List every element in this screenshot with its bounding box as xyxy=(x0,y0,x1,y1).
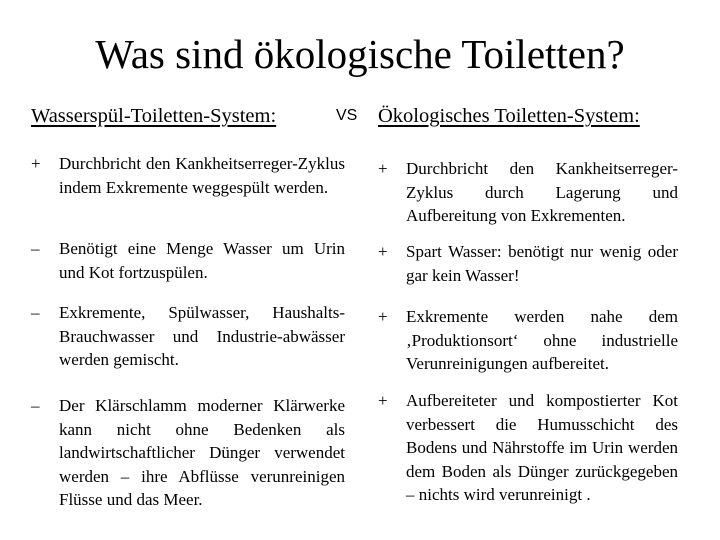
right-item-1 xyxy=(378,157,678,228)
left-item-text: Benötigt eine Menge Wasser um Urin und Kot fortzuspülen. xyxy=(59,239,345,282)
right-item-text: Spart Wasser: benötigt nur wenig oder gar kein Wasser! xyxy=(406,242,678,285)
left-item-2 xyxy=(31,237,345,284)
right-item-text: Exkremente werden nahe dem ‚Produktionsort‘ ohne industrielle Verunreinigungen aufbereitet. xyxy=(406,307,678,373)
slide-title: Was sind ökologische Toiletten? xyxy=(95,31,625,77)
right-item-2 xyxy=(378,240,678,287)
right-item-text: Aufbereiteter und kompostierter Kot verbessert die Humusschicht des Bodens und Nährstoffe im Urin werden dem Boden als Dünger zurückgegeben – nichts wird verunreinigt . xyxy=(406,391,678,504)
bullet-plus: + xyxy=(378,242,388,261)
bullet-minus: – xyxy=(31,239,40,258)
vs-label: VS xyxy=(336,107,358,124)
left-item-text: Exkremente, Spülwasser, Haushalts-Brauchwasser und Industrie-abwässer werden gemischt. xyxy=(59,303,345,369)
left-item-4 xyxy=(31,394,345,512)
left-item-3 xyxy=(31,301,345,372)
bullet-minus: – xyxy=(31,303,40,322)
bullet-plus: + xyxy=(31,154,41,173)
right-item-4 xyxy=(378,389,678,507)
right-column-heading: Ökologisches Toiletten-System: xyxy=(378,105,640,127)
right-item-3 xyxy=(378,305,678,376)
bullet-minus: – xyxy=(31,396,40,415)
left-item-text: Durchbricht den Kankheitserreger-Zyklus indem Exkremente weggespült werden. xyxy=(59,154,345,197)
right-item-text: Durchbricht den Kankheitserreger-Zyklus durch Lagerung und Aufbereitung von Exkrementen. xyxy=(406,159,678,225)
bullet-plus: + xyxy=(378,391,388,410)
left-item-1 xyxy=(31,152,345,199)
bullet-plus: + xyxy=(378,159,388,178)
left-item-text: Der Klärschlamm moderner Klärwerke kann nicht ohne Bedenken als landwirtschaftlicher Dünger verwendet werden – ihre Abflüsse verunreinigen Flüsse und das Meer. xyxy=(59,396,345,509)
left-column-heading: Wasserspül-Toiletten-System: xyxy=(31,105,277,127)
bullet-plus: + xyxy=(378,307,388,326)
